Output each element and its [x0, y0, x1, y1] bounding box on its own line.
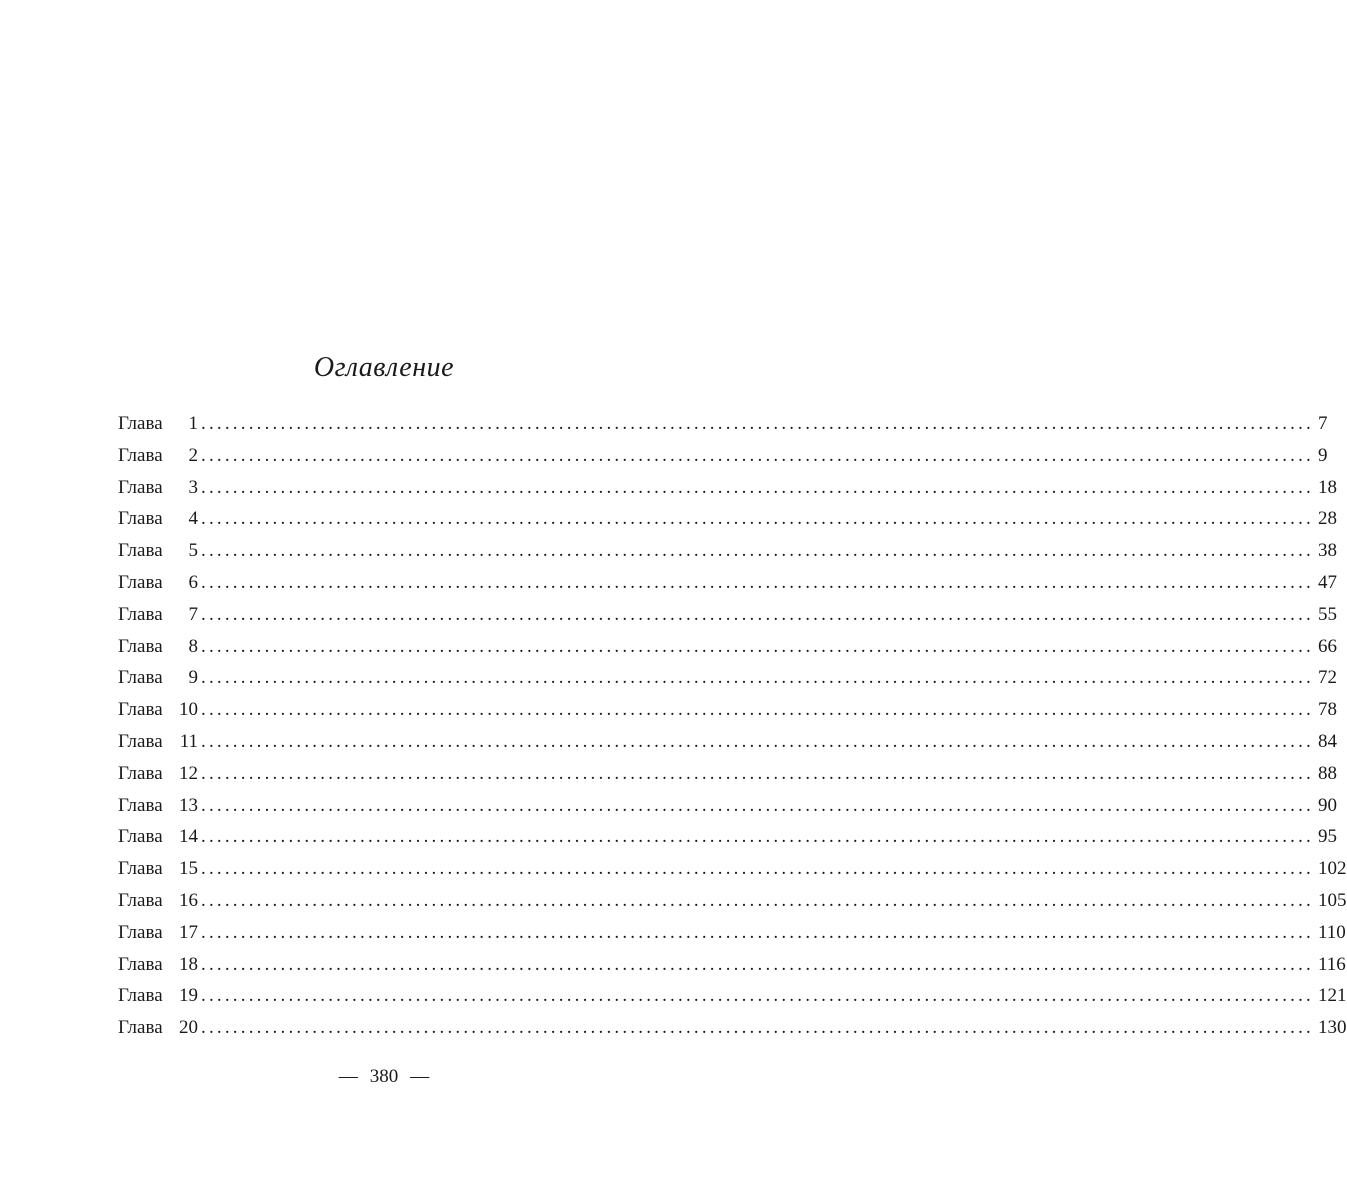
toc-entry-label: Глава [118, 730, 163, 752]
dot-leader: ............................................................................................................................................ [201, 889, 1314, 911]
toc-entry-label: Глава [118, 667, 163, 689]
page-number: 380 [369, 1066, 399, 1087]
toc-entry-label: Глава [118, 699, 163, 721]
toc-entry-label: Глава [118, 953, 163, 975]
toc-entry [118, 885, 1347, 917]
toc-entry-label: Глава [118, 762, 163, 784]
toc-entry-page: 38 [1318, 540, 1337, 562]
toc-list [118, 408, 1347, 1044]
dot-leader: ............................................................................................................................................ [201, 953, 1314, 975]
toc-entry-label: Глава [118, 889, 163, 911]
toc-entry [118, 408, 1328, 440]
toc-entry [118, 853, 1347, 885]
toc-entry [118, 567, 1337, 599]
dot-leader: ............................................................................................................................................ [201, 858, 1314, 880]
toc-entry [118, 503, 1337, 535]
toc-entry-page: 88 [1318, 762, 1337, 784]
toc-entry-page: 116 [1318, 953, 1346, 975]
toc-entry [118, 472, 1337, 504]
toc-entry-label: Глава [118, 476, 163, 498]
footer-dash-left: — [338, 1066, 358, 1087]
dot-leader: ............................................................................................................................................ [201, 794, 1314, 816]
toc-entry-label: Глава [118, 540, 163, 562]
toc-entry [118, 980, 1347, 1012]
toc-entry [118, 758, 1337, 790]
toc-entry-number: 1 [188, 413, 198, 434]
toc-entry-label: Глава [118, 985, 163, 1007]
dot-leader: ............................................................................................................................................ [201, 571, 1314, 593]
dot-leader: ............................................................................................................................................ [201, 762, 1314, 784]
dot-leader: ............................................................................................................................................ [201, 921, 1314, 943]
toc-entry-number: 5 [188, 540, 198, 562]
footer-dash-right: — [410, 1066, 430, 1087]
toc-entry-page: 102 [1318, 858, 1347, 880]
toc-entry-label: Глава [118, 508, 163, 530]
toc-entry-number: 14 [179, 826, 198, 848]
toc-entry [118, 726, 1337, 758]
toc-entry-page: 72 [1318, 667, 1337, 689]
toc-entry [118, 821, 1337, 853]
toc-entry-number: 4 [188, 508, 198, 530]
dot-leader: ............................................................................................................................................ [201, 730, 1314, 752]
dot-leader: ............................................................................................................................................ [201, 603, 1314, 625]
page-footer [0, 1066, 768, 1088]
toc-entry [118, 599, 1337, 631]
toc-entry-page: 28 [1318, 508, 1337, 530]
toc-entry-number: 7 [188, 603, 198, 625]
dot-leader: ............................................................................................................................................ [201, 635, 1314, 657]
toc-entry-label: Глава [118, 603, 163, 625]
toc-entry-number: 20 [179, 1017, 198, 1039]
toc-entry-number: 11 [179, 730, 198, 752]
dot-leader: ............................................................................................................................................ [201, 667, 1314, 689]
toc-entry-label: Глава [118, 413, 163, 434]
toc-entry-page: 55 [1318, 603, 1337, 625]
dot-leader: ............................................................................................................................................ [201, 985, 1314, 1007]
toc-entry [118, 440, 1328, 472]
toc-entry-number: 10 [179, 699, 198, 721]
toc-entry [118, 949, 1346, 981]
toc-entry-label: Глава [118, 826, 163, 848]
toc-entry-page: 130 [1318, 1017, 1347, 1039]
toc-entry [118, 917, 1346, 949]
toc-entry-page: 95 [1318, 826, 1337, 848]
toc-entry-page: 66 [1318, 635, 1337, 657]
toc-entry [118, 631, 1337, 663]
toc-entry-number: 18 [179, 953, 198, 975]
toc-entry-number: 13 [179, 794, 198, 816]
dot-leader: ............................................................................................................................................ [201, 508, 1314, 530]
toc-entry-page: 78 [1318, 699, 1337, 721]
toc-entry-number: 8 [188, 635, 198, 657]
toc-entry-page: 121 [1318, 985, 1347, 1007]
toc-entry-number: 19 [179, 985, 198, 1007]
toc-entry-page: 47 [1318, 571, 1337, 593]
toc-entry-page: 110 [1318, 921, 1346, 943]
toc-entry-label: Глава [118, 921, 163, 943]
dot-leader: ............................................................................................................................................ [201, 540, 1314, 562]
toc-entry-number: 9 [188, 667, 198, 689]
toc-entry-page: 9 [1318, 444, 1328, 466]
dot-leader: ............................................................................................................................................ [201, 826, 1314, 848]
toc-entry [118, 662, 1337, 694]
toc-entry-page: 18 [1318, 476, 1337, 498]
toc-entry-page: 105 [1318, 889, 1347, 911]
toc-entry-number: 2 [188, 444, 198, 466]
toc-entry-number: 17 [179, 921, 198, 943]
toc-entry-page: 7 [1318, 413, 1328, 434]
toc-entry [118, 694, 1337, 726]
toc-entry-label: Глава [118, 1017, 163, 1039]
toc-entry-number: 6 [188, 571, 198, 593]
dot-leader: ............................................................................................................................................ [201, 699, 1314, 721]
toc-title: Оглавление [313, 352, 455, 383]
toc-entry-page: 90 [1318, 794, 1337, 816]
dot-leader: ............................................................................................................................................ [201, 413, 1314, 434]
toc-entry-page: 84 [1318, 730, 1337, 752]
toc-entry [118, 1012, 1347, 1044]
toc-entry-label: Глава [118, 635, 163, 657]
toc-entry-number: 16 [179, 889, 198, 911]
dot-leader: ............................................................................................................................................ [201, 476, 1314, 498]
dot-leader: ............................................................................................................................................ [201, 444, 1314, 466]
toc-entry-label: Глава [118, 571, 163, 593]
toc-entry [118, 535, 1337, 567]
toc-entry-label: Глава [118, 794, 163, 816]
toc-entry-label: Глава [118, 444, 163, 466]
toc-entry [118, 790, 1337, 822]
toc-entry-label: Глава [118, 858, 163, 880]
toc-entry-number: 3 [188, 476, 198, 498]
toc-entry-number: 15 [179, 858, 198, 880]
toc-entry-number: 12 [179, 762, 198, 784]
dot-leader: ............................................................................................................................................ [201, 1017, 1314, 1039]
